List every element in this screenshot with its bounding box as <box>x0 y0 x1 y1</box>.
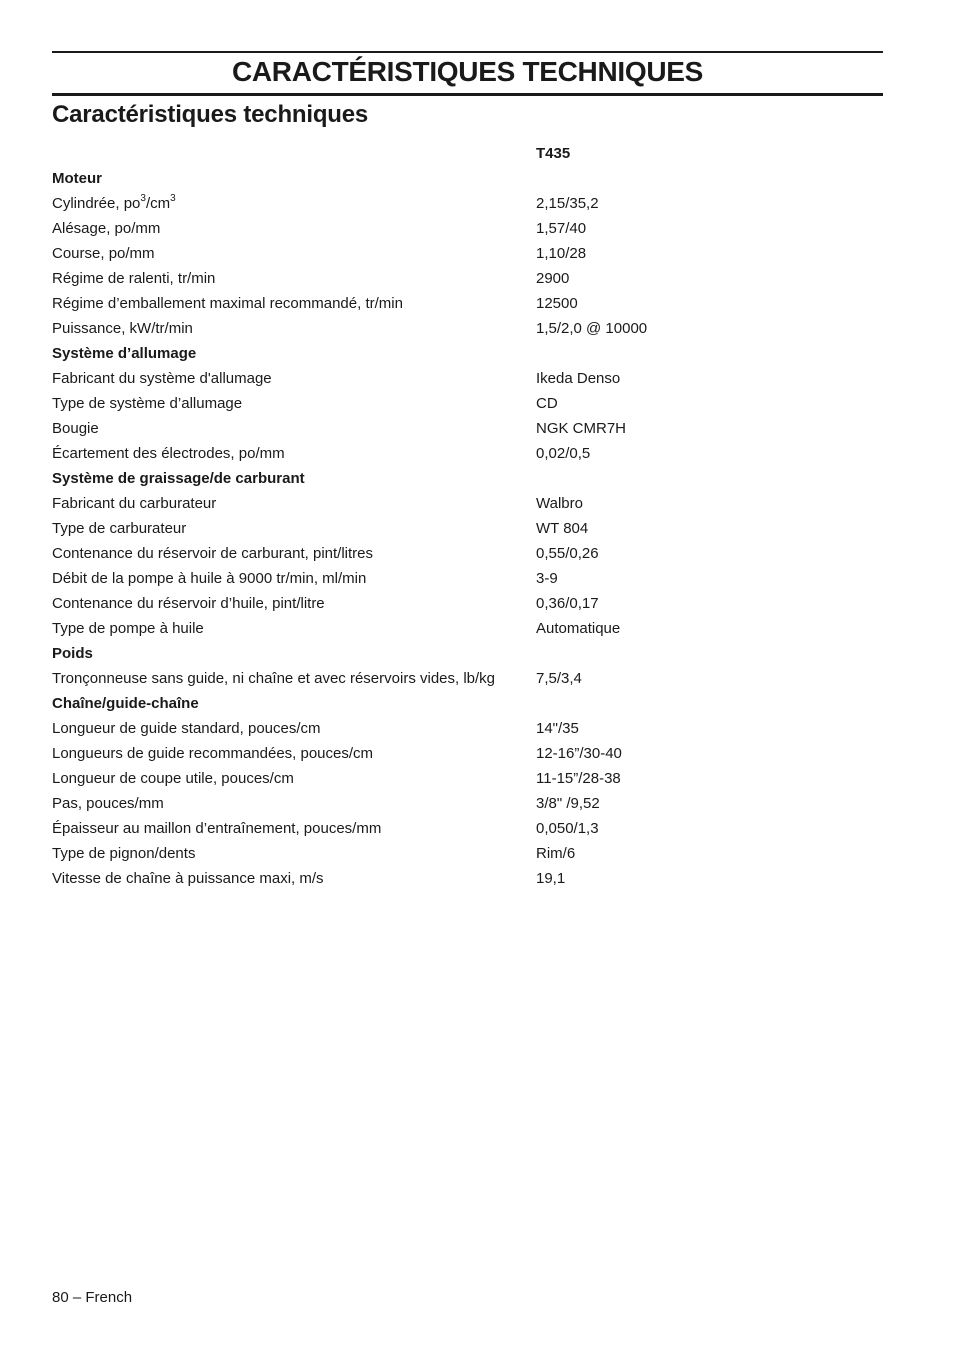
spec-value: 0,55/0,26 <box>536 545 599 562</box>
spec-row <box>52 591 832 616</box>
spec-section-heading <box>52 641 832 666</box>
spec-label: Longueur de coupe utile, pouces/cm <box>52 770 294 787</box>
spec-value: WT 804 <box>536 520 589 537</box>
spec-row <box>52 416 832 441</box>
spec-value: 3/8" /9,52 <box>536 795 600 812</box>
spec-row <box>52 366 832 391</box>
spec-row <box>52 541 832 566</box>
spec-row <box>52 216 832 241</box>
spec-row <box>52 266 832 291</box>
spec-row <box>52 316 832 341</box>
spec-label: Course, po/mm <box>52 245 155 262</box>
spec-section-label: Chaîne/guide-chaîne <box>52 695 199 712</box>
spec-section-heading <box>52 466 832 491</box>
chapter-title: CARACTÉRISTIQUES TECHNIQUES <box>231 56 704 87</box>
header-rule-top <box>52 51 883 53</box>
spec-row <box>52 766 832 791</box>
spec-row <box>52 866 832 891</box>
spec-row <box>52 191 832 216</box>
spec-label: Type de pignon/dents <box>52 845 196 862</box>
page-footer: 80 – French <box>52 1289 133 1306</box>
spec-row <box>52 516 832 541</box>
header-rule-bottom <box>52 93 883 96</box>
spec-row <box>52 616 832 641</box>
spec-section-heading <box>52 166 832 191</box>
spec-row <box>52 291 832 316</box>
spec-row <box>52 716 832 741</box>
spec-label: Puissance, kW/tr/min <box>52 320 193 337</box>
spec-section-label: Système de graissage/de carburant <box>52 470 305 487</box>
spec-section-heading <box>52 691 832 716</box>
spec-row <box>52 441 832 466</box>
spec-value: 11-15”/28-38 <box>536 770 621 787</box>
spec-value: Ikeda Denso <box>536 370 621 387</box>
spec-value: 2,15/35,2 <box>536 195 599 212</box>
spec-row <box>52 741 832 766</box>
spec-label: Contenance du réservoir de carburant, pint/litres <box>52 545 374 562</box>
spec-label: Contenance du réservoir d’huile, pint/litre <box>52 595 325 612</box>
spec-row <box>52 841 832 866</box>
spec-value: 12-16”/30-40 <box>536 745 622 762</box>
spec-value: Rim/6 <box>536 845 576 862</box>
spec-label: Écartement des électrodes, po/mm <box>52 445 285 462</box>
spec-value: 7,5/3,4 <box>536 670 582 687</box>
spec-value: 0,02/0,5 <box>536 445 591 462</box>
spec-row <box>52 391 832 416</box>
spec-value: 3-9 <box>536 570 558 587</box>
spec-value: 0,36/0,17 <box>536 595 599 612</box>
spec-table <box>52 141 832 891</box>
spec-value: Walbro <box>536 495 583 512</box>
spec-label: Pas, pouces/mm <box>52 795 164 812</box>
spec-row <box>52 791 832 816</box>
spec-value: 12500 <box>536 295 578 312</box>
spec-value: 19,1 <box>536 870 566 887</box>
spec-value: Automatique <box>536 620 621 637</box>
spec-label: Cylindrée, $po^3/cm^3$ <box>52 193 176 212</box>
spec-section-label: Système d’allumage <box>52 345 197 362</box>
spec-row <box>52 241 832 266</box>
spec-label: Type de carburateur <box>52 520 187 537</box>
spec-value: 1,5/2,0 @ 10000 <box>536 320 648 337</box>
section-title: Caractéristiques techniques <box>52 101 369 128</box>
spec-value: 1,10/28 <box>536 245 587 262</box>
spec-label: Alésage, po/mm <box>52 220 161 237</box>
spec-label: Tronçonneuse sans guide, ni chaîne et avec réservoirs vides, lb/kg <box>52 670 496 687</box>
spec-label: Fabricant du carburateur <box>52 495 217 512</box>
spec-label: Longueurs de guide recommandées, pouces/cm <box>52 745 374 762</box>
spec-row <box>52 566 832 591</box>
spec-value: CD <box>536 395 558 412</box>
spec-value: NGK CMR7H <box>536 420 627 437</box>
spec-label: Bougie <box>52 420 99 437</box>
spec-section-label: Moteur <box>52 170 102 187</box>
spec-value: 2900 <box>536 270 570 287</box>
spec-label: Fabricant du système d'allumage <box>52 370 272 387</box>
spec-row <box>52 491 832 516</box>
model-header-row <box>52 141 832 166</box>
spec-value: 1,57/40 <box>536 220 587 237</box>
spec-section-heading <box>52 341 832 366</box>
spec-label: Type de pompe à huile <box>52 620 204 637</box>
spec-row <box>52 816 832 841</box>
spec-value: 0,050/1,3 <box>536 820 599 837</box>
spec-section-label: Poids <box>52 645 93 662</box>
spec-label: Type de système d’allumage <box>52 395 243 412</box>
spec-label: Vitesse de chaîne à puissance maxi, m/s <box>52 870 324 887</box>
spec-label: Épaisseur au maillon d’entraînement, pouces/mm <box>52 820 382 837</box>
spec-label: Débit de la pompe à huile à 9000 tr/min, ml/min <box>52 570 367 587</box>
model-name: T435 <box>536 145 571 162</box>
spec-label: Régime d’emballement maximal recommandé, tr/min <box>52 295 403 312</box>
spec-row <box>52 666 832 691</box>
spec-label: Régime de ralenti, tr/min <box>52 270 216 287</box>
spec-value: 14"/35 <box>536 720 579 737</box>
spec-label: Longueur de guide standard, pouces/cm <box>52 720 321 737</box>
